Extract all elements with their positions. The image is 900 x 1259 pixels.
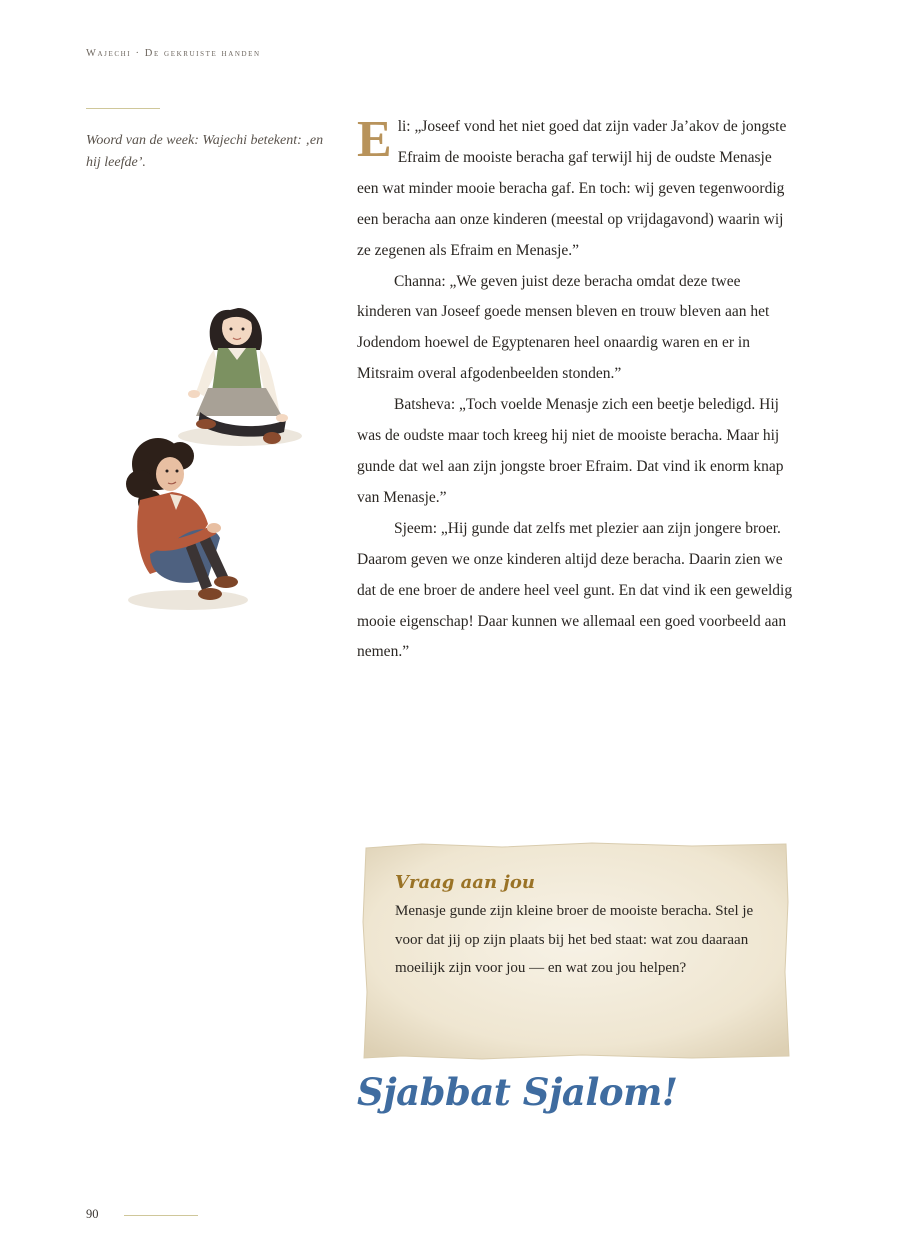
paragraph-batsheva: Batsheva: „Toch voelde Menasje zich een beetje beledigd. Hij was de oudste maar toch kreeg hij niet de mooiste beracha. Maar hij gunde dat wel aan zijn jongste broer Efraim. Dat vind ik enorm knap van Menasje.” bbox=[357, 396, 784, 506]
paragraph-eli bbox=[357, 112, 797, 267]
paragraph-eli-text: li: „Joseef vond het niet goed dat zijn vader Ja’akov de jongste Efraim de mooiste beracha gaf terwijl hij de oudste Menasje een wat minder mooie beracha gaf. En toch: wij geven tegenwoordig een beracha aan onze kinderen (meestal op vrijdagavond) waarin wij ze zegenen als Efraim en Menasje.” bbox=[357, 118, 787, 259]
question-box-content bbox=[395, 872, 755, 983]
question-box-text: Menasje gunde zijn kleine broer de mooiste beracha. Stel je voor dat jij op zijn plaats bij het bed staat: wat zou daaraan moeilijk zijn voor jou — en wat zou jou helpen? bbox=[395, 903, 754, 976]
question-box-title: Vraag aan jou bbox=[395, 872, 535, 893]
girl-hugging-knees bbox=[126, 438, 248, 610]
page-number: 90 bbox=[86, 1207, 99, 1221]
drop-cap: E bbox=[357, 111, 392, 168]
word-of-the-week-note: Woord van de week: Wajechi betekent: ‚en hij leefde’. bbox=[86, 133, 324, 170]
paragraph-channa: Channa: „We geven juist deze beracha omdat deze twee kinderen van Joseef goede mensen bleven en trouw bleven aan het Jodendom hoewel de Egyptenaren heel onaardig waren en er in Mitsraim overal afgodenbeelden stonden.” bbox=[357, 272, 770, 383]
running-head: Wajechi · De gekruiste handen bbox=[86, 48, 261, 59]
paragraph-sjeem: Sjeem: „Hij gunde dat zelfs met plezier aan zijn jongere broer. Daarom geven we onze kinderen altijd deze beracha. Daarin zien we dat de ene broer de andere heel veel gunt. En dat vind ik een geweldig mooie eigenschap! Daar kunnen we allemaal een goed voorbeeld aan nemen.” bbox=[357, 519, 793, 661]
question-box bbox=[362, 842, 790, 1060]
two-girls-illustration bbox=[110, 288, 310, 618]
story-text bbox=[357, 112, 797, 668]
footer-rule bbox=[124, 1215, 198, 1216]
girl-sitting-cross-legged bbox=[178, 308, 302, 446]
sidebar-top-rule bbox=[86, 108, 160, 109]
closing-greeting: Sjabbat Sjalom! bbox=[357, 1070, 678, 1114]
